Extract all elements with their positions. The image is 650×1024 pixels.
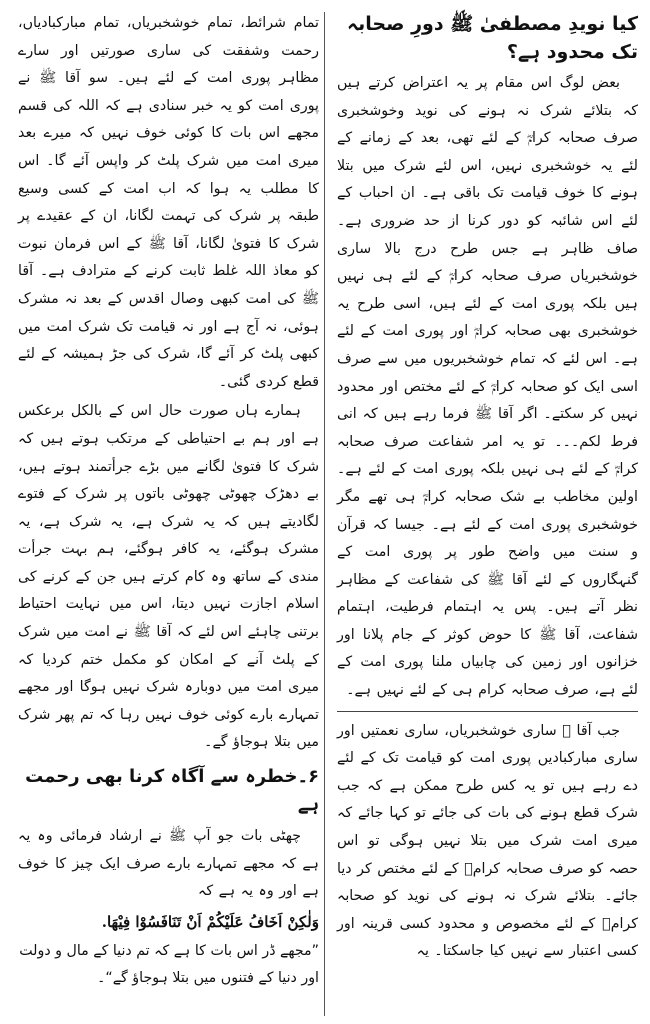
- hadith-translation: ”مجھے ڈر اس بات کا ہے کہ تم دنیا کے مال و دولت اور دنیا کے فتنوں میں بتلا ہوجاؤ گے“۔: [19, 942, 319, 987]
- paragraph: بعض لوگ اس مقام پر یہ اعتراض کرتے ہیں کہ بتلائے شرک نہ ہونے کی نوید وخوشخبری صرف صحابہ کرامؓ کے لئے تھی، بعد کے زمانے کے لئے یہ خوشخبری نہیں، اس لئے شرک میں بتلا ہونے کا خوف قیامت تک باقی ہے۔ ان احباب کے لئے اس شائبہ کو دور کرنا از حد ضروری ہے۔ صاف ظاہر ہے جس طرح درج بالا ساری خوشخبریاں صرف صحابہ کرامؓ کے لئے ہی نہیں ہیں بلکہ پوری امت کے لئے ہیں، اسی طرح یہ خوشخبری بھی صحابہ کرامؓ اور پوری امت کے لئے ہے۔ اس لئے کہ تمام خوشخبریوں میں سے صرف اسی ایک کو صحابہ کرامؓ کے لئے مختص اور محدود نہیں کر سکتے۔ اگر آقا ﷺ فرما رہے ہیں کہ انی فرط لکم۔۔۔ تو یہ امر شفاعت صرف صحابہ کرامؓ کے لئے ہی نہیں بلکہ پوری امت کے لئے ہے۔ اولین مخاطب بے شک صحابہ کرامؓ ہی تھے مگر خوشخبری پوری امت کے لئے ہے۔ جیسا کہ قرآن و سنت میں واضح طور پر پوری امت کے گنہگاروں کے لئے آقا ﷺ کی شفاعت کے مظاہر نظر آتے ہیں۔ پس یہ اہتمام فرطیت، اہتمام شفاعت، آقا ﷺ کا حوض کوثر کے جام پلانا اور خزانوں اور زمین کی چابیاں ملنا پوری امت کے لئے ہے، صرف صحابہ کرام ہی کے لئے نہیں ہے۔: [337, 75, 638, 699]
- arabic-hadith-quote: وَلٰكِنْ اَخَافُ عَلَيْكُمْ اَنْ تَنَافَسُوْا فِيْهَا.: [101, 912, 319, 931]
- paragraph: جب آقا ﷺ ساری خوشخبریاں، ساری نعمتیں اور ساری مبارکبادیں پوری امت کو قیامت تک کے لئے دے رہے ہیں تو یہ کس طرح ممکن ہے کہ جب شرک قطع ہونے کی بات کی جائے تو کہا جائے کہ میری امت شرک میں بتلا نہیں ہوگی تو اس حصہ کو صرف صحابہ کرامؓ کے لئے مختص کر دیا جائے۔ بتلائے شرک نہ ہونے کی نوید کو صحابہ کرامؓ کے لئے مخصوص و محدود کسی قرینہ اور کسی اعتبار سے نہیں کیا جاسکتا۔ یہ: [337, 722, 638, 960]
- left-column: [18, 10, 319, 1018]
- section-heading-navid: کیا نویدِ مصطفیٰ ﷺ دورِ صحابہ تک محدود ہے؟: [347, 13, 638, 63]
- divider: [337, 711, 638, 712]
- section-heading-warning: ۶۔خطرہ سے آگاہ کرنا بھی رحمت ہے: [25, 766, 319, 816]
- column-divider: [324, 12, 325, 1016]
- paragraph: چھٹی بات جو آپ ﷺ نے ارشاد فرمائی وہ یہ ہے کہ مجھے تمہارے بارے صرف ایک چیز کا خوف ہے اور وہ یہ ہے کہ: [18, 828, 319, 900]
- paragraph: تمام شرائط، تمام خوشخبریاں، تمام مبارکبادیاں، رحمت وشفقت کی ساری صورتیں اور سارے مظاہر پوری امت کے لئے ہیں۔ سو آقا ﷺ نے پوری امت کو یہ خبر سنادی ہے کہ اللہ کی قسم مجھے اس بات کا کوئی خوف نہیں کہ میرے بعد میری امت میں شرک پلٹ کر واپس آئے گا۔ اس کا مطلب یہ ہوا کہ اب امت کے کسی وسیع طبقہ پر شرک کی تہمت لگانا، ان کے عقیدے پر شرک کا فتویٰ لگانا، آقا ﷺ کے اس فرمان نبوت کو معاذ اللہ غلط ثابت کرنے کے مترادف ہے۔ آقا ﷺ کی امت کبھی وصال اقدس کے بعد نہ مشرک ہوئی، نہ آج ہے اور نہ قیامت تک شرک امت میں کبھی پلٹ کر آئے گا، شرک کی جڑ ہمیشہ کے لئے قطع کردی گئی۔: [18, 15, 319, 390]
- paragraph: ہمارے ہاں صورت حال اس کے بالکل برعکس ہے اور ہم بے احتیاطی کے مرتکب ہوتے ہیں کہ شرک کا فتویٰ لگانے میں بڑے جرأتمند ہوتے ہیں، بے دھڑک چھوٹی چھوٹی باتوں پر شرک کے فتوے لگادیتے ہیں کہ یہ شرک ہے، یہ شرک ہے، یہ مشرک ہوگئے، یہ کافر ہوگئے، ہم بہت جرأت مندی کے ساتھ وہ کام کرتے ہیں جن کے کرنے کی اسلام اجازت نہیں دیتا، اس میں نہایت احتیاط برتنی چاہئے اس لئے کہ آقا ﷺ نے امت میں شرک کے پلٹ آنے کے امکان کو مکمل ختم کردیا کہ میری امت میں دوبارہ شرک نہیں ہوگا اور مجھے تمہارے بارے کوئی خوف نہیں رہا کہ تم پھر شرک میں بتلا ہوجاؤ گے۔: [18, 403, 319, 751]
- right-column: [337, 10, 638, 1018]
